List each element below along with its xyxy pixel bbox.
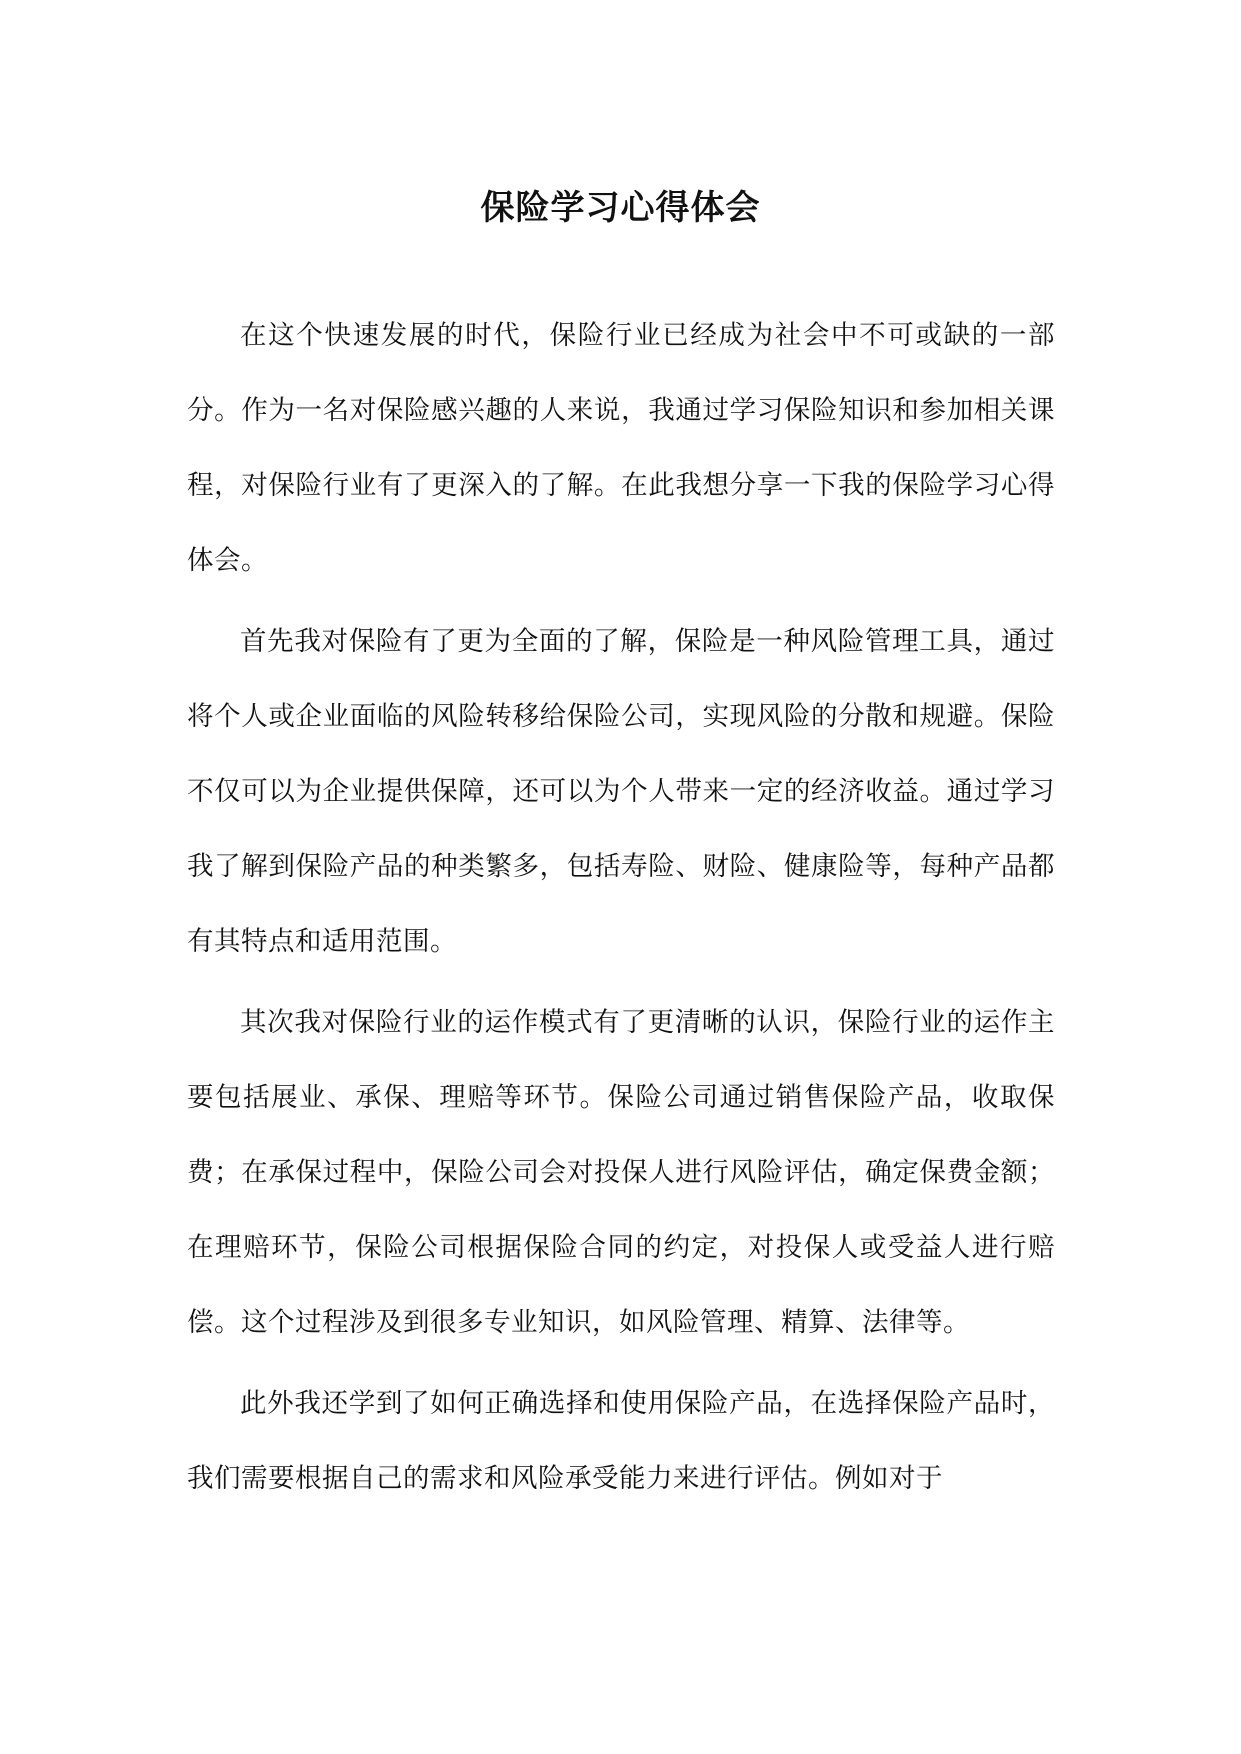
paragraph-3: 其次我对保险行业的运作模式有了更清晰的认识，保险行业的运作主要包括展业、承保、理赔等环节。保险公司通过销售保险产品，收取保费；在承保过程中，保险公司会对投保人进行风险评估，确定保费金额；在理赔环节，保险公司根据保险合同的约定，对投保人或受益人进行赔偿。这个过程涉及到很多专业知识，如风险管理、精算、法律等。 bbox=[187, 1007, 1055, 1338]
document-title: 保险学习心得体会 bbox=[480, 188, 761, 228]
document-body bbox=[187, 298, 1055, 1522]
paragraph-4: 此外我还学到了如何正确选择和使用保险产品，在选择保险产品时，我们需要根据自己的需求和风险承受能力来进行评估。例如对于 bbox=[187, 1388, 1055, 1494]
paragraph-2: 首先我对保险有了更为全面的了解，保险是一种风险管理工具，通过将个人或企业面临的风险转移给保险公司，实现风险的分散和规避。保险不仅可以为企业提供保障，还可以为个人带来一定的经济收益。通过学习我了解到保险产品的种类繁多，包括寿险、财险、健康险等，每种产品都有其特点和适用范围。 bbox=[187, 626, 1055, 957]
paragraph-1: 在这个快速发展的时代，保险行业已经成为社会中不可或缺的一部分。作为一名对保险感兴趣的人来说，我通过学习保险知识和参加相关课程，对保险行业有了更深入的了解。在此我想分享一下我的保险学习心得体会。 bbox=[187, 320, 1055, 576]
